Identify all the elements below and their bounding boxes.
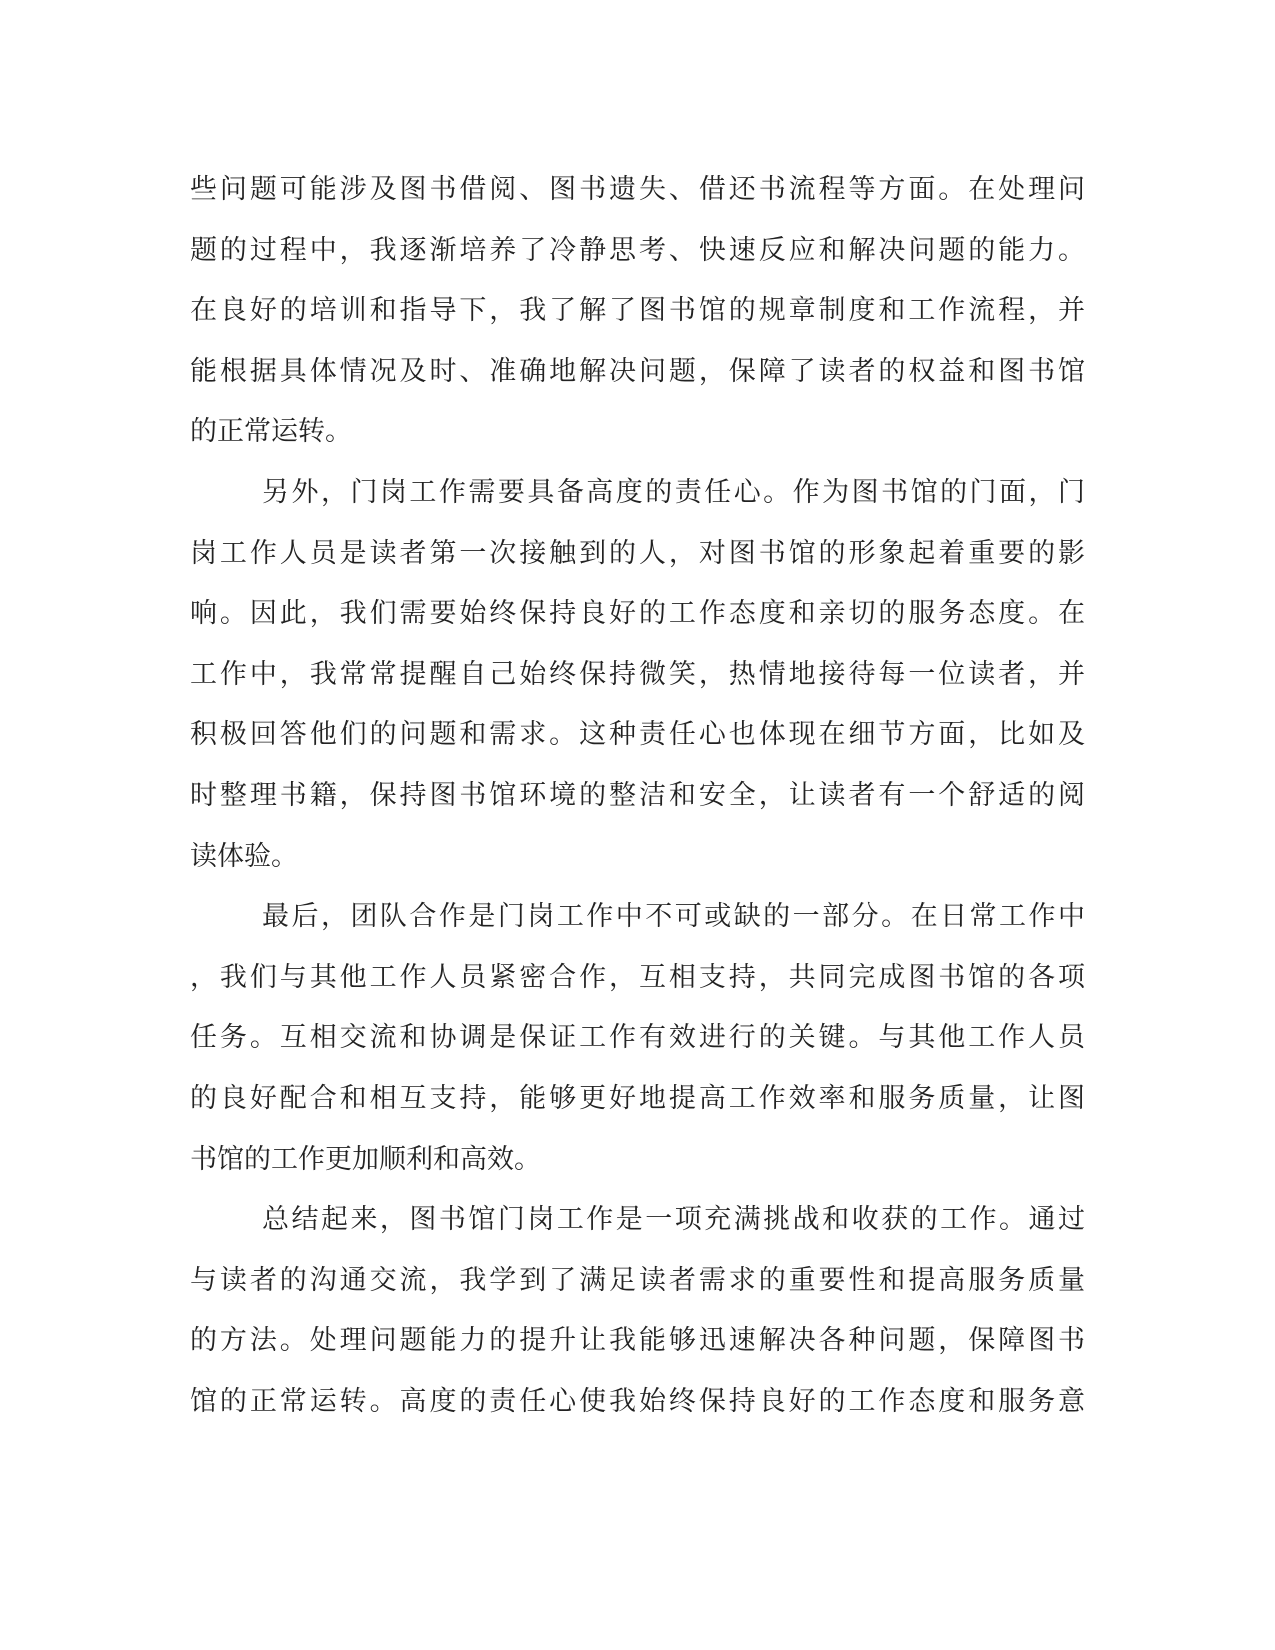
- text-line: 些问题可能涉及图书借阅、图书遗失、借还书流程等方面。在处理问: [190, 174, 1085, 205]
- paragraph-first-line: 最后，团队合作是门岗工作中不可或缺的一部分。在日常工作中: [262, 901, 1085, 933]
- text-line: 能根据具体情况及时、准确地解决问题，保障了读者的权益和图书馆: [190, 355, 1085, 387]
- text-line: ，我们与其他工作人员紧密合作，互相支持，共同完成图书馆的各项: [190, 961, 1085, 993]
- text-line: 书馆的工作更加顺利和高效。: [190, 1143, 541, 1175]
- text-line: 馆的正常运转。高度的责任心使我始终保持良好的工作态度和服务意: [190, 1385, 1085, 1417]
- paragraph-first-line: 另外，门岗工作需要具备高度的责任心。作为图书馆的门面，门: [262, 476, 1085, 508]
- text-line: 在良好的培训和指导下，我了解了图书馆的规章制度和工作流程，并: [190, 295, 1085, 327]
- text-line: 与读者的沟通交流，我学到了满足读者需求的重要性和提高服务质量: [190, 1264, 1085, 1296]
- text-line: 任务。互相交流和协调是保证工作有效进行的关键。与其他工作人员: [190, 1022, 1085, 1054]
- body-text: [190, 160, 1085, 1432]
- text-line: 的正常运转。: [190, 416, 352, 448]
- text-line: 读体验。: [190, 840, 298, 872]
- text-line: 的良好配合和相互支持，能够更好地提高工作效率和服务质量，让图: [190, 1082, 1085, 1114]
- text-line: 响。因此，我们需要始终保持良好的工作态度和亲切的服务态度。在: [190, 598, 1085, 630]
- text-line: 时整理书籍，保持图书馆环境的整洁和安全，让读者有一个舒适的阅: [190, 779, 1085, 811]
- text-line: 积极回答他们的问题和需求。这种责任心也体现在细节方面，比如及: [190, 719, 1085, 751]
- text-line: 题的过程中，我逐渐培养了冷静思考、快速反应和解决问题的能力。: [190, 234, 1085, 266]
- paragraph-first-line: 总结起来，图书馆门岗工作是一项充满挑战和收获的工作。通过: [262, 1204, 1085, 1236]
- text-line: 工作中，我常常提醒自己始终保持微笑，热情地接待每一位读者，并: [190, 658, 1085, 690]
- text-line: 岗工作人员是读者第一次接触到的人，对图书馆的形象起着重要的影: [190, 537, 1085, 569]
- text-line: 的方法。处理问题能力的提升让我能够迅速解决各种问题，保障图书: [190, 1325, 1085, 1357]
